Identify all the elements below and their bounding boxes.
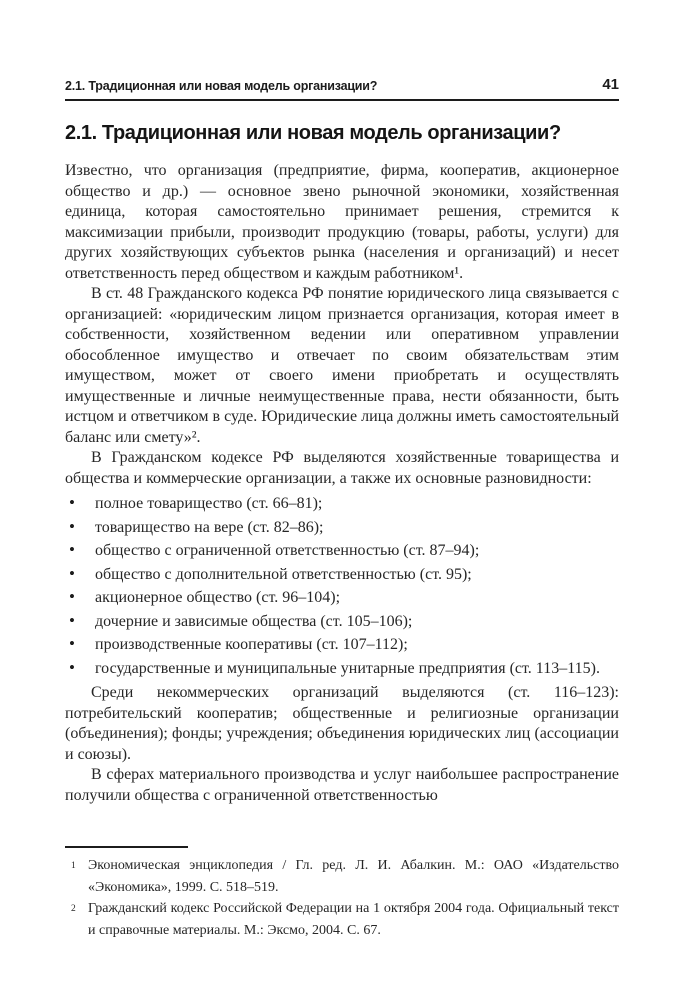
list-item-label: полное товарищество (ст. 66–81); (95, 495, 323, 512)
list-item-label: дочерние и зависимые общества (ст. 105–106); (95, 612, 413, 630)
footnote-1 (65, 855, 619, 898)
bullet-icon: • (69, 563, 75, 583)
running-head: 2.1. Традиционная или новая модель организации? (65, 79, 378, 93)
org-types-list (65, 494, 619, 679)
bullet-icon: • (69, 657, 75, 677)
bullet-icon: • (69, 610, 75, 630)
bullet-icon: • (69, 493, 75, 512)
list-item (65, 659, 619, 680)
list-item (65, 565, 619, 586)
footnote-2-marker: 2 (71, 904, 76, 914)
list-item (65, 588, 619, 609)
footnote-1-marker: 1 (71, 861, 76, 871)
footnote-2-text: Гражданский кодекс Российской Федерации на 1 октября 2004 года. Официальный текст и справочные материалы. М.: Эксмо, 2004. С. 67. (88, 901, 619, 938)
footnote-2 (65, 898, 619, 941)
section-title: 2.1. Традиционная или новая модель организации? (65, 122, 561, 144)
bullet-icon: • (69, 634, 75, 653)
list-item-label: акционерное общество (ст. 96–104); (95, 589, 341, 606)
paragraph-list-lead-in: В Гражданском кодексе РФ выделяются хозяйственные товарищества и общества и коммерческие организации, а также их основные разновидности: (65, 449, 619, 487)
bullet-icon: • (69, 540, 75, 559)
paragraph-noncommercial-orgs: Среди некоммерческих организаций выделяются (ст. 116–123): потребительский кооператив; общественные и религиозные организации (объединения); фонды; учреждения; объединения юридических лиц (ассоциации и союзы). (65, 684, 619, 763)
list-item-label: общество с ограниченной ответственностью (ст. 87–94); (95, 542, 480, 559)
bullet-icon: • (69, 587, 75, 606)
paragraph-spheres: В сферах материального производства и услуг наибольшее распространение получили общества с ограниченной ответственностью (65, 766, 619, 804)
page-header (65, 76, 619, 101)
list-item-label: государственные и муниципальные унитарные предприятия (ст. 113–115). (95, 659, 600, 677)
bullet-icon: • (69, 516, 75, 536)
list-item-label: общество с дополнительной ответственностью (ст. 95); (95, 565, 472, 583)
list-item (65, 494, 619, 515)
paragraph-legal-entity: В ст. 48 Гражданского кодекса РФ понятие юридического лица связывается с организацией: «юридическим лицом признается организация, которая имеет в собственности, хозяйственном ведении или оперативном управлении обособленное имущество и отвечает по своим обязательствам этим имуществом, может от своего имени приобретать и осуществлять имущественные и личные неимущественные права, нести обязанности, быть истцом и ответчиком в суде. Юридические лица должны иметь самостоятельный баланс или смету»². (65, 285, 619, 446)
list-item (65, 518, 619, 539)
list-item (65, 612, 619, 633)
list-item (65, 541, 619, 562)
list-item (65, 635, 619, 656)
paragraph-organization-definition: Известно, что организация (предприятие, фирма, кооператив, акционерное общество и др.) — основное звено рыночной экономики, хозяйственная единица, которая самостоятельно принимает решения, стремится к максимизации прибыли, производит продукцию (товары, работы, услуги) для других хозяйствующих субъектов рынка (населения и организаций) и несет ответственность перед обществом и каждым работником¹. (65, 162, 619, 282)
footnotes (65, 846, 619, 941)
footnote-separator (65, 846, 188, 848)
list-item-label: товарищество на вере (ст. 82–86); (95, 518, 324, 536)
list-item-label: производственные кооперативы (ст. 107–112); (95, 636, 408, 653)
body-text (65, 161, 619, 806)
footnote-1-text: Экономическая энциклопедия / Гл. ред. Л. И. Абалкин. М.: ОАО «Издательство «Экономика», 1999. С. 518–519. (88, 858, 619, 895)
page-number: 41 (602, 76, 619, 93)
